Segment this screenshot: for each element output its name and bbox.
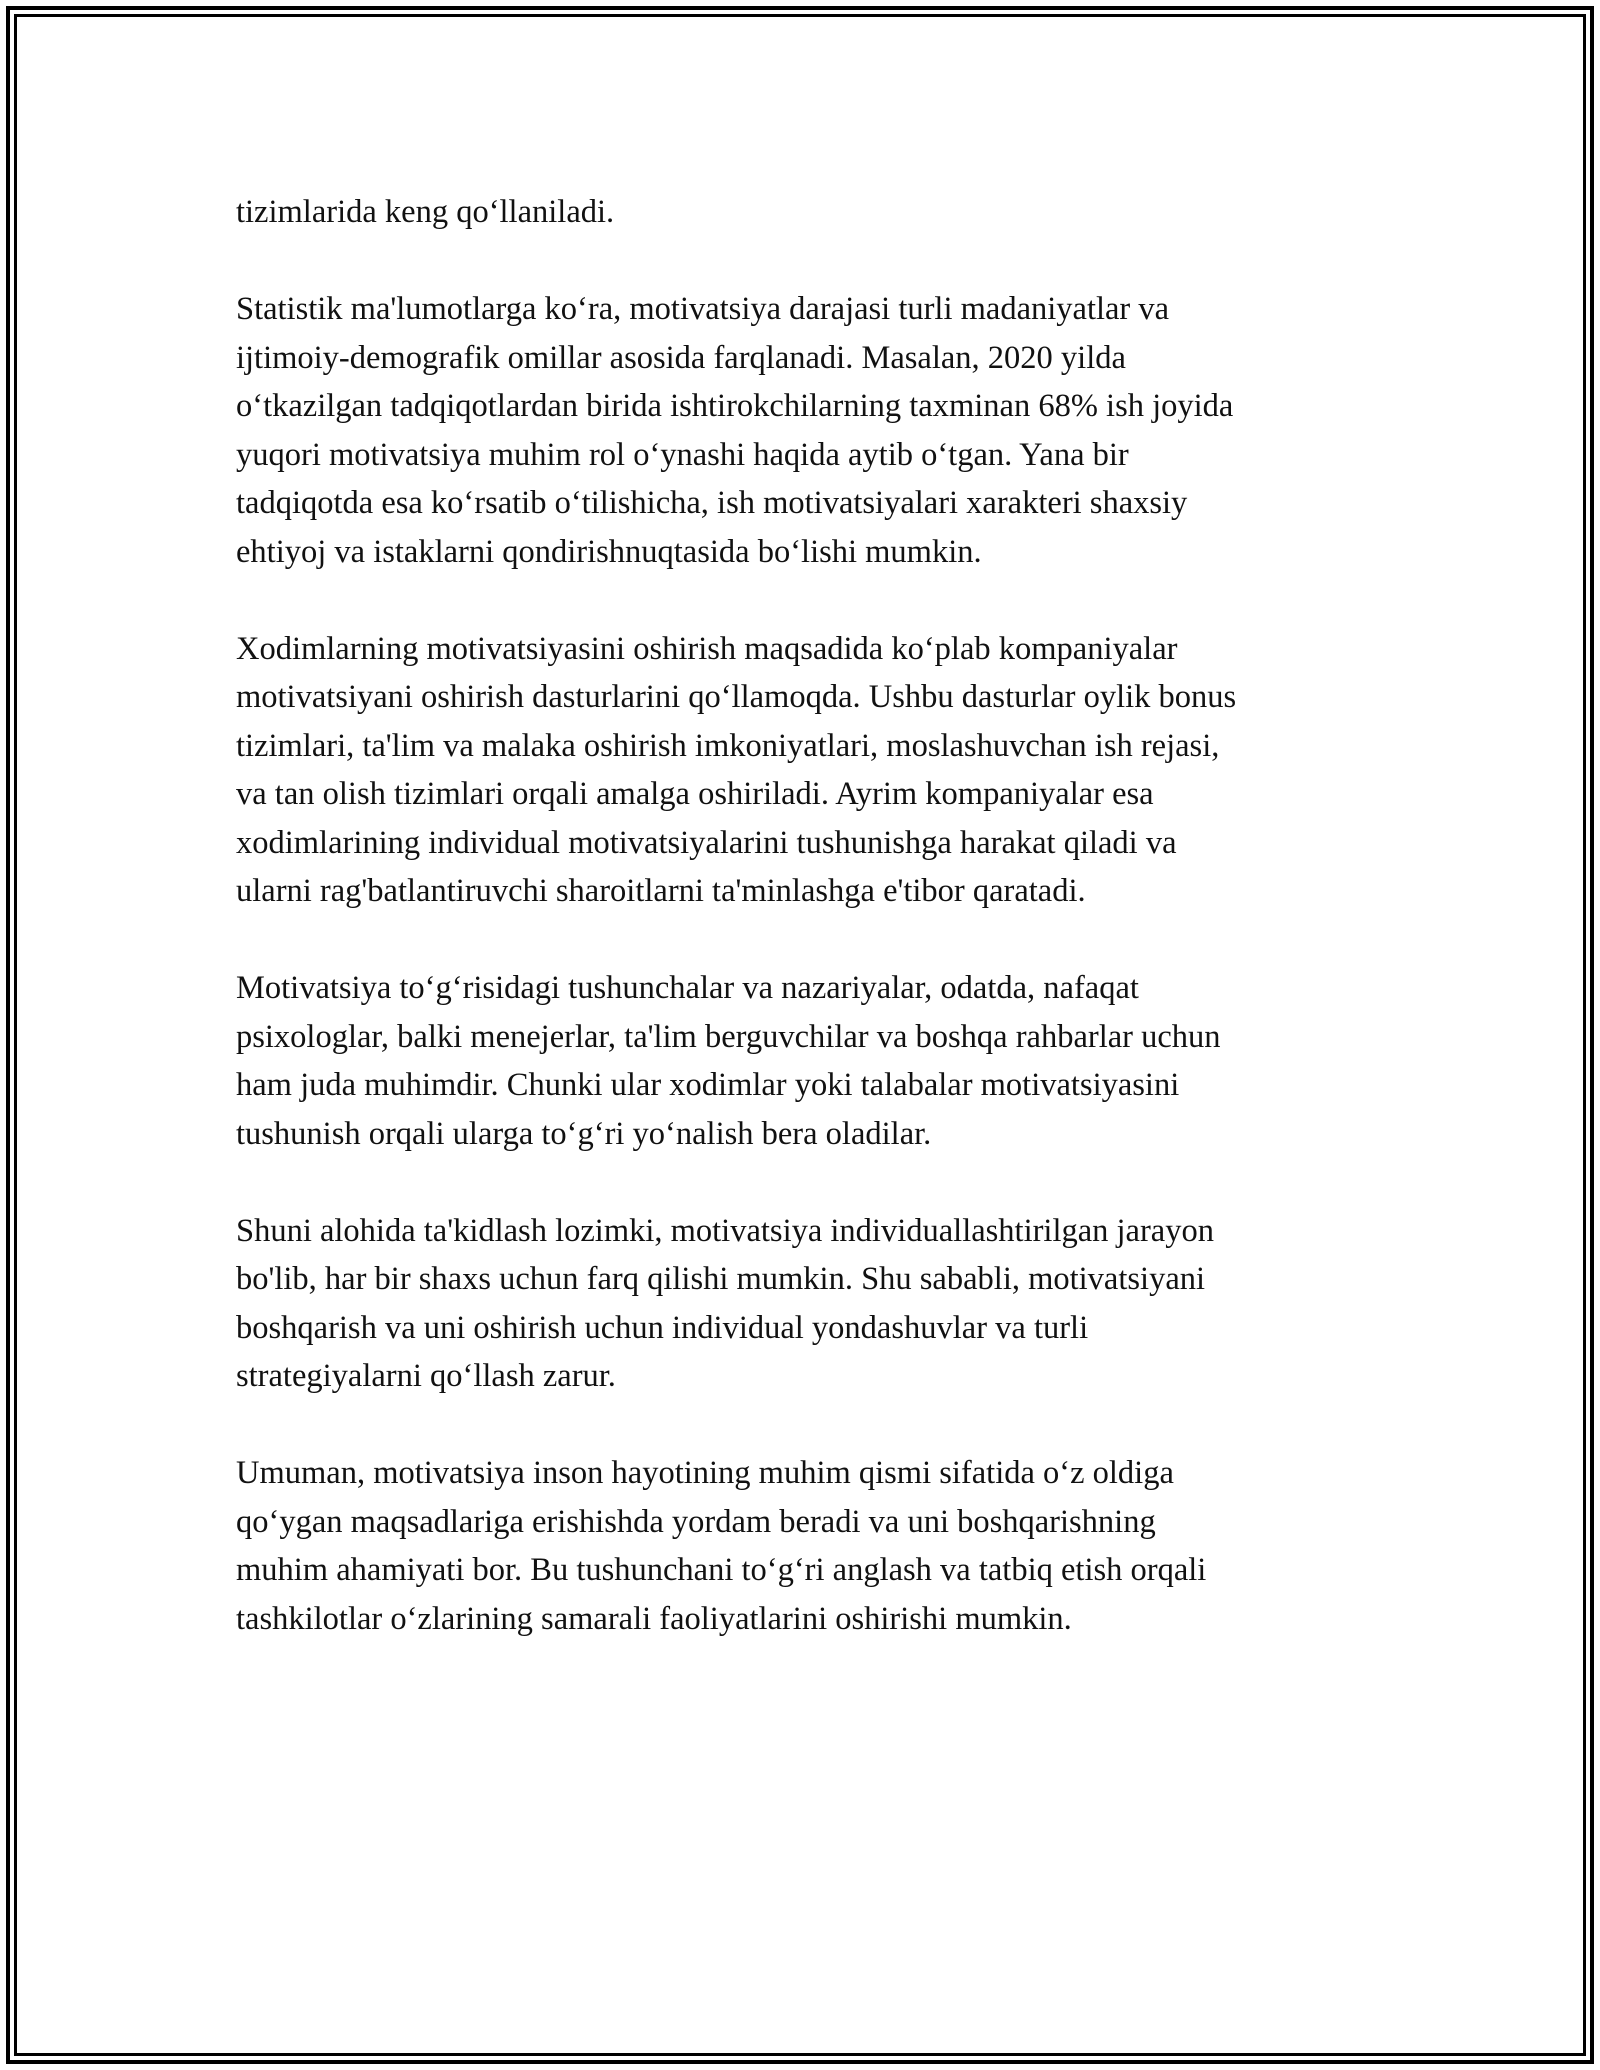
text-line: psixologlar, balki menejerlar, ta'lim berguvchilar va boshqa rahbarlar uchun — [236, 1018, 1221, 1055]
paragraph-spacer — [236, 1158, 1386, 1207]
text-line: ijtimoiy-demografik omillar asosida farqlanadi. Masalan, 2020 yilda — [236, 339, 1126, 376]
text-line: ularni rag'batlantiruvchi sharoitlarni ta'minlashga e'tibor qaratadi. — [236, 873, 1086, 909]
text-line: boshqarish va uni oshirish uchun individual yondashuvlar va turli — [236, 1309, 1089, 1346]
paragraph — [236, 1449, 1386, 1643]
text-line: motivatsiyani oshirish dasturlarini qo‘llamoqda. Ushbu dasturlar oylik bonus — [236, 679, 1237, 715]
paragraph-spacer — [236, 1401, 1386, 1450]
text-line: Statistik ma'lumotlarga ko‘ra, motivatsiya darajasi turli madaniyatlar va — [236, 291, 1170, 327]
paragraph — [236, 285, 1386, 576]
paragraph — [236, 964, 1386, 1158]
paragraph-spacer — [236, 237, 1386, 286]
text-line: Xodimlarning motivatsiyasini oshirish maqsadida ko‘plab kompaniyalar — [236, 630, 1178, 667]
text-line: tashkilotlar o‘zlarining samarali faoliyatlarini oshirishi mumkin. — [236, 1600, 1072, 1637]
text-line: strategiyalarni qo‘llash zarur. — [236, 1358, 616, 1394]
text-line: ehtiyoj va istaklarni qondirishnuqtasida bo‘lishi mumkin. — [236, 533, 982, 570]
text-line: o‘tkazilgan tadqiqotlardan birida ishtirokchilarning taxminan 68% ish joyida — [236, 388, 1234, 424]
paragraph — [236, 1207, 1386, 1401]
text-line: muhim ahamiyati bor. Bu tushunchani to‘g‘ri anglash va tatbiq etish orqali — [236, 1552, 1207, 1588]
paragraph-spacer — [236, 916, 1386, 965]
text-line: tizimlarida keng qo‘llaniladi. — [236, 194, 615, 230]
text-line: bo'lib, har bir shaxs uchun farq qilishi mumkin. Shu sababli, motivatsiyani — [236, 1261, 1206, 1297]
text-line: Motivatsiya to‘g‘risidagi tushunchalar va nazariyalar, odatda, nafaqat — [236, 970, 1139, 1006]
paragraph — [236, 625, 1386, 916]
text-line: yuqori motivatsiya muhim rol o‘ynashi haqida aytib o‘tgan. Yana bir — [236, 436, 1129, 473]
document-body — [236, 188, 1386, 1643]
text-line: va tan olish tizimlari orqali amalga oshiriladi. Ayrim kompaniyalar esa — [236, 776, 1154, 812]
text-line: Shuni alohida ta'kidlash lozimki, motivatsiya individuallashtirilgan jarayon — [236, 1212, 1214, 1249]
text-line: tadqiqotda esa ko‘rsatib o‘tilishicha, ish motivatsiyalari xarakteri shaxsiy — [236, 485, 1188, 521]
text-line: Umuman, motivatsiya inson hayotining muhim qismi sifatida o‘z oldiga — [236, 1455, 1174, 1491]
text-line: qo‘ygan maqsadlariga erishishda yordam beradi va uni boshqarishning — [236, 1503, 1156, 1540]
text-line: tizimlari, ta'lim va malaka oshirish imkoniyatlari, moslashuvchan ish rejasi, — [236, 727, 1220, 764]
text-line: xodimlarining individual motivatsiyalarini tushunishga harakat qiladi va — [236, 824, 1177, 861]
paragraph — [236, 188, 1386, 237]
paragraph-spacer — [236, 576, 1386, 625]
text-line: tushunish orqali ularga to‘g‘ri yo‘nalish bera oladilar. — [236, 1115, 932, 1152]
text-line: ham juda muhimdir. Chunki ular xodimlar yoki talabalar motivatsiyasini — [236, 1067, 1180, 1103]
